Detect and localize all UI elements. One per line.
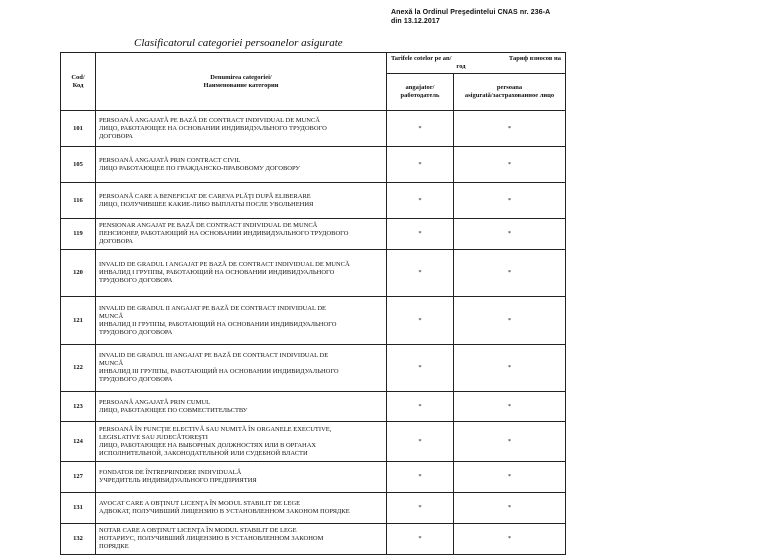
category-name-line: ПЕНСИОНЕР, РАБОТАЮЩИЙ НА ОСНОВАНИИ ИНДИВИДУАЛЬНОГО ТРУДОВОГО	[99, 230, 349, 237]
employer-rate: *	[387, 493, 454, 524]
category-name-line: ЛИЦО, РАБОТАЮЩЕЕ ПО СОВМЕСТИТЕЛЬСТВУ	[99, 406, 248, 414]
employer-rate: *	[387, 345, 454, 392]
category-code: 123	[61, 392, 96, 422]
category-name-line: INVALID DE GRADUL II ANGAJAT PE BAZĂ DE CONTRACT INDIVIDUAL DE	[99, 304, 327, 312]
category-name-line: MUNCĂ	[99, 360, 124, 367]
header-code	[61, 53, 96, 111]
insured-rate: *	[454, 422, 566, 462]
category-name-line: ТРУДОВОГО ДОГОВОРА	[99, 328, 173, 336]
header-name-ru: Наименование категории	[203, 81, 279, 89]
category-name-line: INVALID DE GRADUL I ANGAJAT PE BAZĂ DE CONTRACT INDIVIDUAL DE MUNCĂ	[99, 261, 350, 268]
category-name	[96, 219, 387, 250]
table-row	[61, 493, 566, 524]
header-insured-ru: asigurată/застрахованное лицо	[464, 92, 555, 99]
table-row	[61, 392, 566, 422]
category-name	[96, 345, 387, 392]
table-row	[61, 524, 566, 555]
category-name-line: ЛИЦО, РАБОТАЮЩЕЕ НА ВЫБОРНЫХ ДОЛЖНОСТЯХ ИЛИ В ОРГАНАХ	[99, 441, 317, 449]
document-title: Clasificatorul categoriei persoanelor asigurate	[134, 37, 343, 49]
table-row	[61, 345, 566, 392]
employer-rate: *	[387, 297, 454, 345]
header-code-ro: Cod/	[71, 73, 85, 81]
header-code-ru: Код	[72, 81, 84, 89]
annex-line-1: Anexă la Ordinul Preşedintelui CNAS nr. 236-A	[391, 9, 551, 16]
employer-rate: *	[387, 422, 454, 462]
employer-rate: *	[387, 462, 454, 493]
insured-rate: *	[454, 462, 566, 493]
employer-rate: *	[387, 524, 454, 555]
category-name-line: ДОГОВОРА	[99, 238, 133, 245]
category-name-line: NOTAR CARE A OBŢINUT LICENŢA ÎN MODUL STABILIT DE LEGE	[99, 527, 297, 534]
category-name	[96, 297, 387, 345]
category-name-line: PERSOANĂ ANGAJATĂ PE BAZĂ DE CONTRACT INDIVIDUAL DE MUNCĂ	[99, 116, 321, 124]
category-name-line: ИНВАЛИД II ГРУППЫ, РАБОТАЮЩИЙ НА ОСНОВАНИИ ИНДИВИДУАЛЬНОГО	[99, 320, 337, 328]
header-tariffs	[387, 53, 566, 74]
category-name-line: PENSIONAR ANGAJAT PE BAZĂ DE CONTRACT INDIVIDUAL DE MUNCĂ	[99, 222, 318, 229]
category-name-line: ЛИЦО, ПОЛУЧИВШЕЕ КАКИЕ-ЛИБО ВЫПЛАТЫ ПОСЛЕ УВОЛЬНЕНИЯ	[99, 200, 314, 208]
category-name-line: PERSOANĂ ANGAJATĂ PRIN CONTRACT CIVIL	[99, 156, 241, 164]
classifier-table	[60, 52, 566, 555]
table-row	[61, 250, 566, 297]
category-name	[96, 462, 387, 493]
header-tariff-right: Тариф взносов на	[508, 55, 561, 62]
category-name-line: ТРУДОВОГО ДОГОВОРА	[99, 376, 173, 383]
category-code: 132	[61, 524, 96, 555]
category-code: 105	[61, 147, 96, 183]
table-row	[61, 111, 566, 147]
category-name-line: ИНВАЛИД III ГРУППЫ, РАБОТАЮЩИЙ НА ОСНОВАНИИ ИНДИВИДУАЛЬНОГО	[99, 368, 339, 375]
category-name-line: АДВОКАТ, ПОЛУЧИВШИЙ ЛИЦЕНЗИЮ В УСТАНОВЛЕННОМ ЗАКОНОМ ПОРЯДКЕ	[99, 508, 350, 515]
category-code: 120	[61, 250, 96, 297]
employer-rate: *	[387, 219, 454, 250]
employer-rate: *	[387, 147, 454, 183]
category-name	[96, 111, 387, 147]
category-name-line: ЛИЦО РАБОТАЮЩЕЕ ПО ГРАЖДАНСКО-ПРАВОВОМУ ДОГОВОРУ	[99, 164, 301, 172]
table-row	[61, 219, 566, 250]
category-name-line: ДОГОВОРА	[99, 132, 133, 140]
category-name-line: INVALID DE GRADUL III ANGAJAT PE BAZĂ DE CONTRACT INDIVIDUAL DE	[99, 352, 329, 359]
category-name-line: ПОРЯДКЕ	[99, 543, 129, 550]
category-name	[96, 183, 387, 219]
category-name-line: PERSOANĂ ÎN FUNCŢIE ELECTIVĂ SAU NUMITĂ ÎN ORGANELE EXECUTIVE,	[99, 425, 332, 433]
category-code: 131	[61, 493, 96, 524]
table-row	[61, 422, 566, 462]
insured-rate: *	[454, 219, 566, 250]
insured-rate: *	[454, 345, 566, 392]
header-employer-ro: angajator/	[405, 84, 435, 91]
category-name-line: PERSOANĂ CARE A BENEFICIAT DE CAREVA PLĂŢI DUPĂ ELIBERARE	[99, 192, 311, 200]
category-name	[96, 493, 387, 524]
category-name-line: PERSOANĂ ANGAJATĂ PRIN CUMUL	[99, 398, 211, 406]
header-insured	[454, 74, 566, 111]
annex-line-2: din 13.12.2017	[391, 18, 440, 25]
category-code: 101	[61, 111, 96, 147]
header-tariff-year: год	[456, 63, 466, 70]
insured-rate: *	[454, 111, 566, 147]
category-name	[96, 524, 387, 555]
category-code: 127	[61, 462, 96, 493]
category-name	[96, 392, 387, 422]
header-tariff-left: Tarifele cotelor pe an/	[391, 55, 452, 62]
category-name-line: FONDATOR DE ÎNTREPRINDERE INDIVIDUALĂ	[99, 469, 242, 476]
category-name-line: ТРУДОВОГО ДОГОВОРА	[99, 277, 173, 284]
category-name-line: ЛИЦО, РАБОТАЮЩЕЕ НА ОСНОВАНИИ ИНДИВИДУАЛЬНОГО ТРУДОВОГО	[99, 124, 327, 132]
table-row	[61, 462, 566, 493]
employer-rate: *	[387, 111, 454, 147]
employer-rate: *	[387, 183, 454, 219]
table-row	[61, 297, 566, 345]
category-code: 121	[61, 297, 96, 345]
table-row	[61, 147, 566, 183]
category-name	[96, 250, 387, 297]
header-employer-ru: работодатель	[400, 92, 440, 99]
category-name-line: AVOCAT CARE A OBŢINUT LICENŢA ÎN MODUL STABILIT DE LEGE	[99, 500, 301, 507]
insured-rate: *	[454, 493, 566, 524]
insured-rate: *	[454, 392, 566, 422]
category-name-line: НОТАРИУС, ПОЛУЧИВШИЙ ЛИЦЕНЗИЮ В УСТАНОВЛЕННОМ ЗАКОНОМ	[99, 535, 324, 542]
category-name-line: УЧРЕДИТЕЛЬ ИНДИВИДУАЛЬНОГО ПРЕДПРИЯТИЯ	[99, 477, 257, 484]
category-name-line: MUNCĂ	[99, 312, 124, 320]
category-code: 124	[61, 422, 96, 462]
category-name	[96, 147, 387, 183]
category-name-line: ИНВАЛИД I ГРУППЫ, РАБОТАЮЩИЙ НА ОСНОВАНИИ ИНДИВИДУАЛЬНОГО	[99, 269, 335, 276]
employer-rate: *	[387, 392, 454, 422]
insured-rate: *	[454, 297, 566, 345]
table-body	[61, 111, 566, 555]
header-insured-ro: persoana	[496, 84, 523, 91]
category-code: 122	[61, 345, 96, 392]
category-code: 116	[61, 183, 96, 219]
insured-rate: *	[454, 250, 566, 297]
table-row	[61, 183, 566, 219]
header-employer	[387, 74, 454, 111]
insured-rate: *	[454, 147, 566, 183]
category-code: 119	[61, 219, 96, 250]
header-category-name	[96, 53, 387, 111]
employer-rate: *	[387, 250, 454, 297]
insured-rate: *	[454, 183, 566, 219]
annex-reference	[391, 8, 550, 26]
insured-rate: *	[454, 524, 566, 555]
category-name	[96, 422, 387, 462]
header-name-ro: Denumirea categoriei/	[210, 73, 272, 81]
category-name-line: LEGISLATIVE SAU JUDECĂTOREŞTI	[99, 433, 208, 441]
category-name-line: ИСПОЛНИТЕЛЬНОЙ, ЗАКОНОДАТЕЛЬНОЙ ИЛИ СУДЕБНОЙ ВЛАСТИ	[99, 449, 308, 457]
